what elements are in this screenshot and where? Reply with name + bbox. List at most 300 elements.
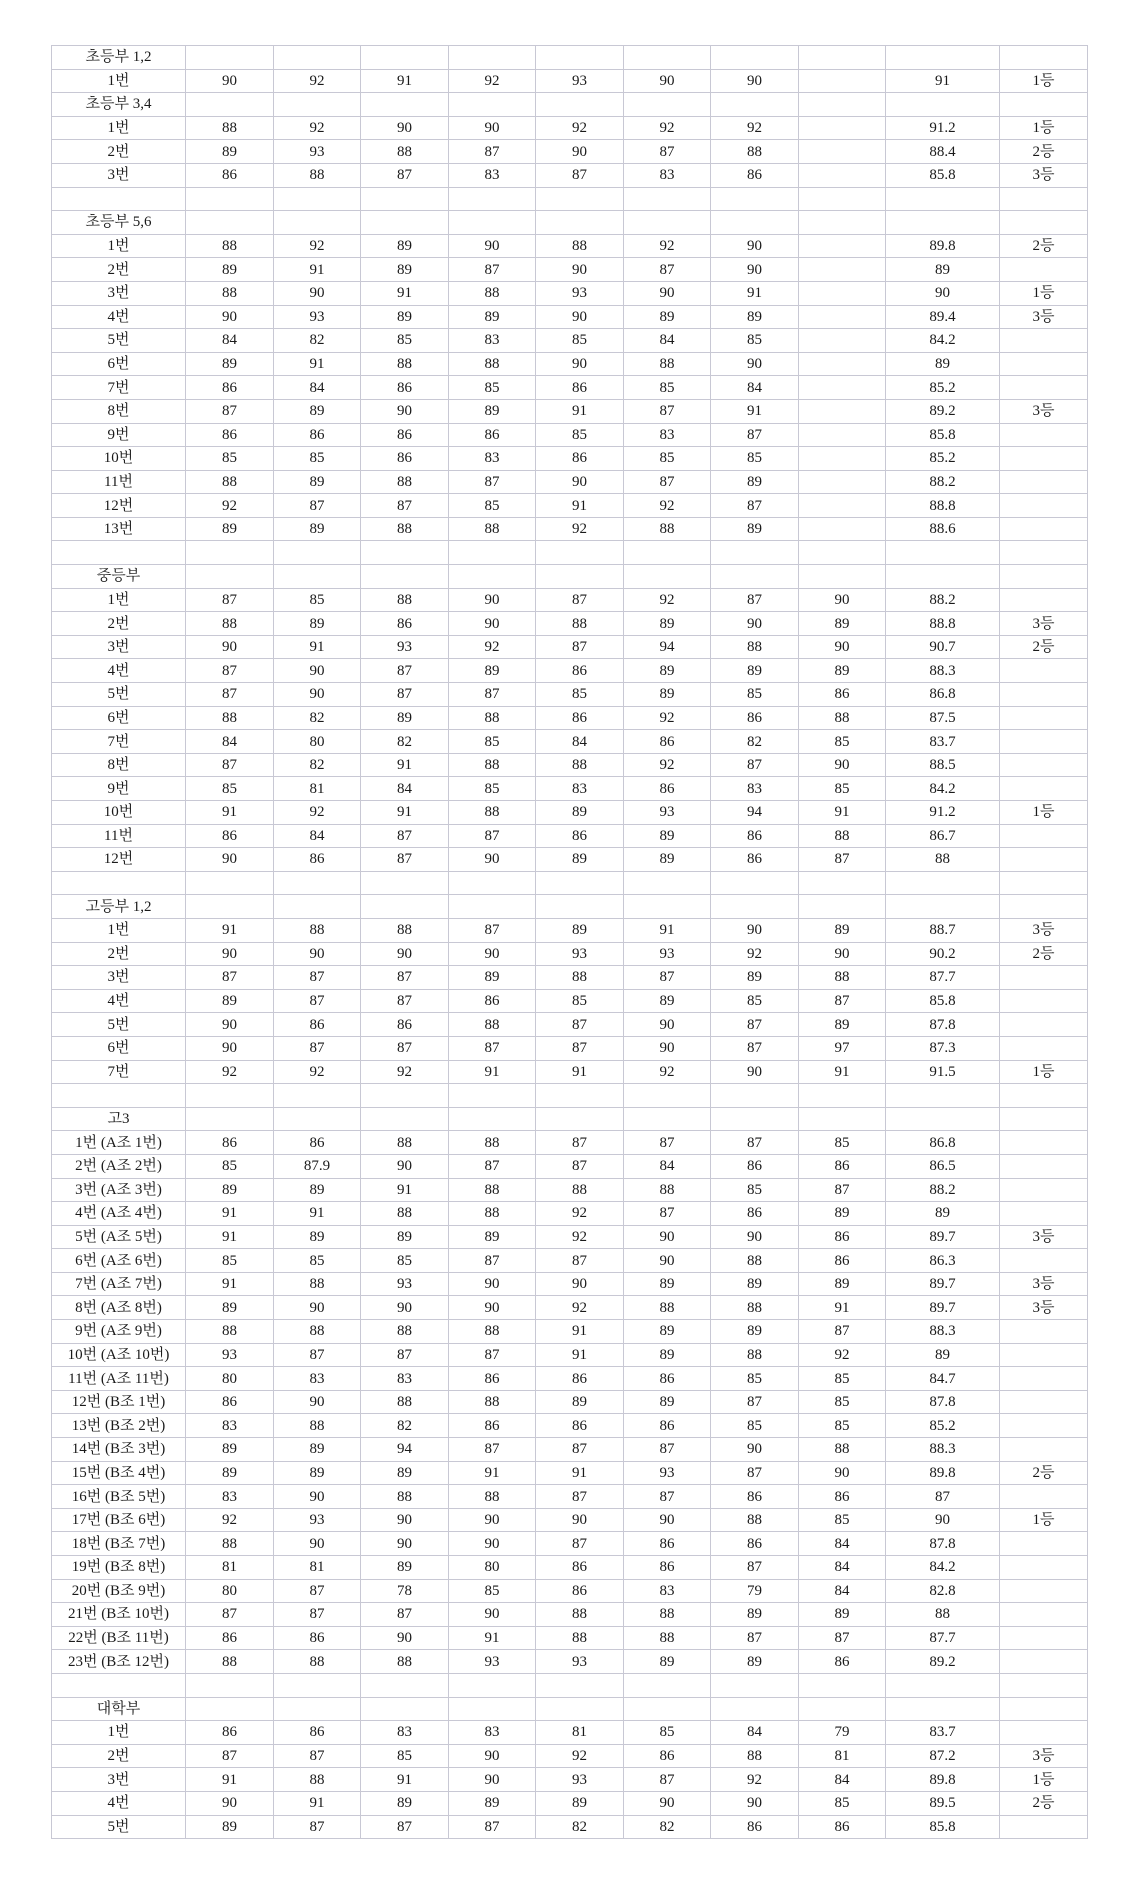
empty-cell — [799, 187, 886, 211]
score-cell: 88 — [711, 1249, 799, 1273]
score-cell: 88 — [449, 352, 536, 376]
score-cell: 86 — [536, 659, 624, 683]
score-cell — [799, 423, 886, 447]
empty-cell — [274, 1697, 361, 1721]
table-row — [52, 1320, 1088, 1344]
average-cell: 88.5 — [886, 753, 1000, 777]
score-cell: 89 — [536, 918, 624, 942]
average-cell: 89.8 — [886, 234, 1000, 258]
score-cell: 91 — [799, 801, 886, 825]
score-cell: 87 — [449, 1249, 536, 1273]
score-cell: 88 — [186, 234, 274, 258]
average-cell: 86.8 — [886, 1131, 1000, 1155]
average-cell: 88.8 — [886, 612, 1000, 636]
entrant-label: 9번 — [52, 777, 186, 801]
rank-cell — [1000, 376, 1088, 400]
empty-cell — [274, 187, 361, 211]
score-cell: 92 — [274, 69, 361, 93]
rank-cell: 1등 — [1000, 1768, 1088, 1792]
score-cell: 86 — [274, 423, 361, 447]
empty-cell — [274, 211, 361, 235]
score-cell: 85 — [536, 423, 624, 447]
score-cell: 90 — [711, 1791, 799, 1815]
empty-cell — [886, 46, 1000, 70]
score-cell: 88 — [274, 1272, 361, 1296]
score-cell: 92 — [711, 942, 799, 966]
rank-cell — [1000, 423, 1088, 447]
score-cell: 89 — [536, 801, 624, 825]
score-cell: 87 — [624, 1485, 711, 1509]
spacer-row — [52, 871, 1088, 895]
score-cell: 88 — [361, 517, 449, 541]
score-cell: 89 — [361, 1556, 449, 1580]
empty-cell — [361, 565, 449, 589]
score-cell: 93 — [274, 1508, 361, 1532]
rank-cell — [1000, 966, 1088, 990]
rank-cell — [1000, 1414, 1088, 1438]
empty-cell — [624, 93, 711, 117]
score-cell: 88 — [799, 966, 886, 990]
score-cell: 86 — [624, 1414, 711, 1438]
empty-cell — [799, 211, 886, 235]
score-cell: 84 — [799, 1579, 886, 1603]
score-cell: 85 — [711, 1178, 799, 1202]
average-cell: 89.8 — [886, 1768, 1000, 1792]
empty-cell — [886, 895, 1000, 919]
entrant-label: 12번 — [52, 848, 186, 872]
empty-cell — [1000, 541, 1088, 565]
score-cell: 87 — [361, 824, 449, 848]
score-cell: 89 — [186, 1815, 274, 1839]
score-cell: 83 — [449, 447, 536, 471]
score-cell: 90 — [186, 635, 274, 659]
score-cell: 83 — [624, 423, 711, 447]
score-cell: 90 — [361, 1626, 449, 1650]
rank-cell — [1000, 1650, 1088, 1674]
entrant-label: 7번 — [52, 730, 186, 754]
rank-cell — [1000, 1131, 1088, 1155]
score-cell: 93 — [361, 635, 449, 659]
average-cell: 85.8 — [886, 989, 1000, 1013]
score-cell: 81 — [274, 777, 361, 801]
table-row — [52, 329, 1088, 353]
score-cell: 90 — [361, 1154, 449, 1178]
score-cell: 85 — [449, 777, 536, 801]
score-cell: 87 — [799, 848, 886, 872]
score-cell: 88 — [361, 1320, 449, 1344]
table-row — [52, 1650, 1088, 1674]
entrant-label: 5번 — [52, 329, 186, 353]
score-cell: 88 — [449, 1013, 536, 1037]
empty-cell — [799, 565, 886, 589]
empty-cell — [711, 1673, 799, 1697]
score-cell — [799, 234, 886, 258]
score-cell: 89 — [624, 824, 711, 848]
score-cell: 93 — [624, 1461, 711, 1485]
score-cell: 89 — [711, 659, 799, 683]
score-cell: 87 — [536, 1013, 624, 1037]
empty-cell — [274, 541, 361, 565]
score-cell: 90 — [449, 1508, 536, 1532]
score-cell: 84 — [624, 1154, 711, 1178]
score-cell: 88 — [624, 1603, 711, 1627]
entrant-label: 2번 — [52, 258, 186, 282]
score-cell: 88 — [536, 1178, 624, 1202]
score-cell: 87 — [536, 588, 624, 612]
score-cell: 89 — [624, 989, 711, 1013]
rank-cell — [1000, 1579, 1088, 1603]
score-cell: 90 — [361, 1508, 449, 1532]
empty-cell — [361, 93, 449, 117]
score-cell: 89 — [624, 1650, 711, 1674]
score-cell: 88 — [799, 824, 886, 848]
entrant-label: 6번 (A조 6번) — [52, 1249, 186, 1273]
score-cell: 86 — [799, 1249, 886, 1273]
score-cell: 88 — [711, 140, 799, 164]
rank-cell — [1000, 1367, 1088, 1391]
score-cell: 87 — [274, 1036, 361, 1060]
table-row — [52, 1721, 1088, 1745]
entrant-label: 7번 (A조 7번) — [52, 1272, 186, 1296]
score-cell: 88 — [799, 706, 886, 730]
score-cell: 85 — [711, 1367, 799, 1391]
score-cell: 88 — [274, 1320, 361, 1344]
score-cell: 93 — [274, 305, 361, 329]
score-cell: 92 — [536, 1296, 624, 1320]
section-header-row — [52, 46, 1088, 70]
score-cell: 86 — [449, 989, 536, 1013]
score-cell: 89 — [711, 966, 799, 990]
score-cell: 89 — [361, 258, 449, 282]
score-cell: 90 — [624, 69, 711, 93]
entrant-label: 4번 — [52, 305, 186, 329]
score-cell: 92 — [274, 116, 361, 140]
average-cell: 89.7 — [886, 1272, 1000, 1296]
score-cell: 87 — [361, 1343, 449, 1367]
score-cell: 85 — [624, 1721, 711, 1745]
score-cell: 85 — [361, 1744, 449, 1768]
empty-cell — [536, 187, 624, 211]
average-cell: 89 — [886, 1202, 1000, 1226]
empty-cell — [186, 1084, 274, 1108]
score-cell: 87 — [624, 1131, 711, 1155]
score-cell: 92 — [449, 69, 536, 93]
table-row — [52, 1390, 1088, 1414]
empty-cell — [624, 1107, 711, 1131]
table-row — [52, 1438, 1088, 1462]
score-cell: 89 — [186, 517, 274, 541]
entrant-label: 3번 — [52, 635, 186, 659]
empty-cell — [711, 1697, 799, 1721]
empty-cell — [449, 871, 536, 895]
score-cell: 82 — [361, 1414, 449, 1438]
average-cell: 84.2 — [886, 329, 1000, 353]
score-cell: 91 — [449, 1060, 536, 1084]
empty-cell — [1000, 1673, 1088, 1697]
score-cell: 86 — [536, 376, 624, 400]
score-cell: 93 — [536, 942, 624, 966]
score-cell: 88 — [449, 753, 536, 777]
score-cell: 86 — [536, 1414, 624, 1438]
score-cell: 87 — [361, 1036, 449, 1060]
empty-cell — [624, 46, 711, 70]
score-cell: 87 — [274, 1343, 361, 1367]
entrant-label: 9번 (A조 9번) — [52, 1320, 186, 1344]
empty-cell — [711, 46, 799, 70]
score-cell: 87.9 — [274, 1154, 361, 1178]
empty-cell — [361, 1107, 449, 1131]
entrant-label: 14번 (B조 3번) — [52, 1438, 186, 1462]
entrant-label: 11번 — [52, 824, 186, 848]
score-cell: 86 — [624, 777, 711, 801]
score-cell: 90 — [536, 258, 624, 282]
score-cell: 86 — [799, 1225, 886, 1249]
score-cell: 87 — [536, 1485, 624, 1509]
empty-cell — [711, 541, 799, 565]
score-cell: 88 — [536, 612, 624, 636]
table-row — [52, 1508, 1088, 1532]
empty-cell — [274, 871, 361, 895]
score-cell: 91 — [274, 1791, 361, 1815]
empty-cell — [186, 1697, 274, 1721]
score-cell: 87 — [711, 1556, 799, 1580]
score-cell: 93 — [186, 1343, 274, 1367]
entrant-label: 19번 (B조 8번) — [52, 1556, 186, 1580]
score-cell: 93 — [536, 1650, 624, 1674]
score-cell: 86 — [536, 447, 624, 471]
score-cell: 86 — [449, 1367, 536, 1391]
table-row — [52, 1343, 1088, 1367]
score-cell: 87 — [361, 1815, 449, 1839]
empty-cell — [1000, 871, 1088, 895]
score-cell: 91 — [449, 1461, 536, 1485]
rank-cell — [1000, 659, 1088, 683]
score-cell: 89 — [711, 1650, 799, 1674]
score-cell: 88 — [361, 1485, 449, 1509]
score-cell: 90 — [361, 1532, 449, 1556]
average-cell: 89.5 — [886, 1791, 1000, 1815]
table-row — [52, 989, 1088, 1013]
score-cell: 94 — [624, 635, 711, 659]
score-cell: 88 — [361, 352, 449, 376]
score-cell: 91 — [536, 1320, 624, 1344]
table-row — [52, 1461, 1088, 1485]
rank-cell: 2등 — [1000, 1461, 1088, 1485]
average-cell: 83.7 — [886, 1721, 1000, 1745]
score-cell: 89 — [274, 1461, 361, 1485]
rank-cell — [1000, 588, 1088, 612]
score-cell: 90 — [449, 612, 536, 636]
score-cell: 85 — [711, 989, 799, 1013]
table-row — [52, 1744, 1088, 1768]
entrant-label: 1번 — [52, 588, 186, 612]
empty-cell — [186, 895, 274, 919]
score-cell: 90 — [711, 1060, 799, 1084]
rank-cell — [1000, 777, 1088, 801]
score-cell: 89 — [624, 1343, 711, 1367]
score-cell: 86 — [186, 824, 274, 848]
score-cell: 81 — [186, 1556, 274, 1580]
empty-cell — [536, 895, 624, 919]
score-cell: 87 — [186, 753, 274, 777]
score-cell: 88 — [624, 1626, 711, 1650]
average-cell: 87.2 — [886, 1744, 1000, 1768]
score-cell: 91 — [799, 1296, 886, 1320]
empty-cell — [536, 1673, 624, 1697]
rank-cell: 1등 — [1000, 69, 1088, 93]
score-cell: 86 — [711, 848, 799, 872]
score-cell — [799, 329, 886, 353]
empty-cell — [1000, 1107, 1088, 1131]
score-cell: 86 — [799, 1650, 886, 1674]
score-cell: 91 — [361, 69, 449, 93]
score-cell: 87 — [711, 588, 799, 612]
score-cell: 86 — [186, 423, 274, 447]
entrant-label: 1번 — [52, 918, 186, 942]
table-row — [52, 1202, 1088, 1226]
rank-cell — [1000, 1202, 1088, 1226]
score-cell: 87 — [536, 1131, 624, 1155]
empty-cell — [361, 1673, 449, 1697]
average-cell: 86.3 — [886, 1249, 1000, 1273]
score-cell — [799, 376, 886, 400]
score-cell: 89 — [624, 683, 711, 707]
score-cell: 89 — [536, 1390, 624, 1414]
entrant-label: 7번 — [52, 1060, 186, 1084]
score-cell: 89 — [186, 352, 274, 376]
score-cell: 85 — [449, 730, 536, 754]
score-cell — [799, 447, 886, 471]
rank-cell: 2등 — [1000, 942, 1088, 966]
table-row — [52, 777, 1088, 801]
empty-cell — [186, 187, 274, 211]
rank-cell — [1000, 470, 1088, 494]
average-cell: 85.8 — [886, 423, 1000, 447]
score-cell: 78 — [361, 1579, 449, 1603]
score-cell: 88 — [711, 635, 799, 659]
average-cell: 88.2 — [886, 470, 1000, 494]
score-cell: 84 — [186, 730, 274, 754]
score-cell: 86 — [274, 1626, 361, 1650]
empty-cell — [1000, 211, 1088, 235]
score-cell: 91 — [186, 801, 274, 825]
empty-cell — [361, 871, 449, 895]
score-cell: 91 — [186, 1225, 274, 1249]
section-title: 중등부 — [52, 565, 186, 589]
section-title: 고3 — [52, 1107, 186, 1131]
empty-cell — [52, 541, 186, 565]
score-cell: 89 — [624, 1272, 711, 1296]
entrant-label: 7번 — [52, 376, 186, 400]
average-cell: 88.2 — [886, 588, 1000, 612]
score-cell: 90 — [449, 588, 536, 612]
empty-cell — [711, 1107, 799, 1131]
rank-cell — [1000, 848, 1088, 872]
entrant-label: 18번 (B조 7번) — [52, 1532, 186, 1556]
score-cell: 89 — [624, 305, 711, 329]
score-cell: 92 — [711, 116, 799, 140]
score-cell: 87 — [536, 1532, 624, 1556]
score-cell: 87 — [449, 1438, 536, 1462]
score-cell: 88 — [449, 1485, 536, 1509]
score-cell: 85 — [799, 777, 886, 801]
score-cell: 89 — [361, 305, 449, 329]
average-cell: 87.3 — [886, 1036, 1000, 1060]
score-cell: 88 — [186, 1320, 274, 1344]
empty-cell — [449, 565, 536, 589]
score-cell: 85 — [361, 1249, 449, 1273]
score-cell — [799, 517, 886, 541]
score-cell: 85 — [799, 1791, 886, 1815]
score-cell: 89 — [274, 1438, 361, 1462]
score-cell: 89 — [274, 517, 361, 541]
score-cell: 90 — [361, 1296, 449, 1320]
score-cell: 84 — [624, 329, 711, 353]
score-cell: 90 — [536, 305, 624, 329]
score-cell: 92 — [274, 234, 361, 258]
score-cell: 90 — [711, 69, 799, 93]
score-cell: 90 — [186, 1036, 274, 1060]
score-cell: 87 — [536, 635, 624, 659]
average-cell: 84.2 — [886, 1556, 1000, 1580]
average-cell: 89.2 — [886, 1650, 1000, 1674]
entrant-label: 11번 (A조 11번) — [52, 1367, 186, 1391]
empty-cell — [711, 93, 799, 117]
score-cell: 81 — [536, 1721, 624, 1745]
score-cell: 92 — [274, 1060, 361, 1084]
score-cell: 89 — [624, 1390, 711, 1414]
empty-cell — [711, 565, 799, 589]
score-cell: 87 — [536, 1036, 624, 1060]
score-cell: 89 — [274, 612, 361, 636]
score-cell: 92 — [274, 801, 361, 825]
empty-cell — [449, 1107, 536, 1131]
rank-cell — [1000, 1249, 1088, 1273]
entrant-label: 8번 — [52, 399, 186, 423]
score-cell: 90 — [711, 234, 799, 258]
score-cell: 97 — [799, 1036, 886, 1060]
table-row — [52, 635, 1088, 659]
score-cell: 90 — [449, 116, 536, 140]
score-cell: 90 — [711, 918, 799, 942]
score-cell: 86 — [711, 1815, 799, 1839]
score-cell: 89 — [799, 1603, 886, 1627]
average-cell: 83.7 — [886, 730, 1000, 754]
rank-cell: 1등 — [1000, 281, 1088, 305]
rank-cell: 3등 — [1000, 1296, 1088, 1320]
score-cell: 90 — [711, 1225, 799, 1249]
rank-cell — [1000, 352, 1088, 376]
table-row — [52, 1768, 1088, 1792]
score-cell: 86 — [536, 1579, 624, 1603]
score-cell: 90 — [274, 659, 361, 683]
average-cell: 89 — [886, 352, 1000, 376]
score-cell: 86 — [361, 1013, 449, 1037]
entrant-label: 5번 — [52, 1013, 186, 1037]
table-row — [52, 1414, 1088, 1438]
score-cell: 87 — [624, 470, 711, 494]
score-cell: 90 — [186, 1013, 274, 1037]
score-cell: 85 — [711, 447, 799, 471]
score-cell: 84 — [186, 329, 274, 353]
table-row — [52, 234, 1088, 258]
score-cell: 85 — [799, 1367, 886, 1391]
empty-cell — [186, 1107, 274, 1131]
empty-cell — [361, 1697, 449, 1721]
average-cell: 86.8 — [886, 683, 1000, 707]
table-row — [52, 1367, 1088, 1391]
section-header-row — [52, 1107, 1088, 1131]
